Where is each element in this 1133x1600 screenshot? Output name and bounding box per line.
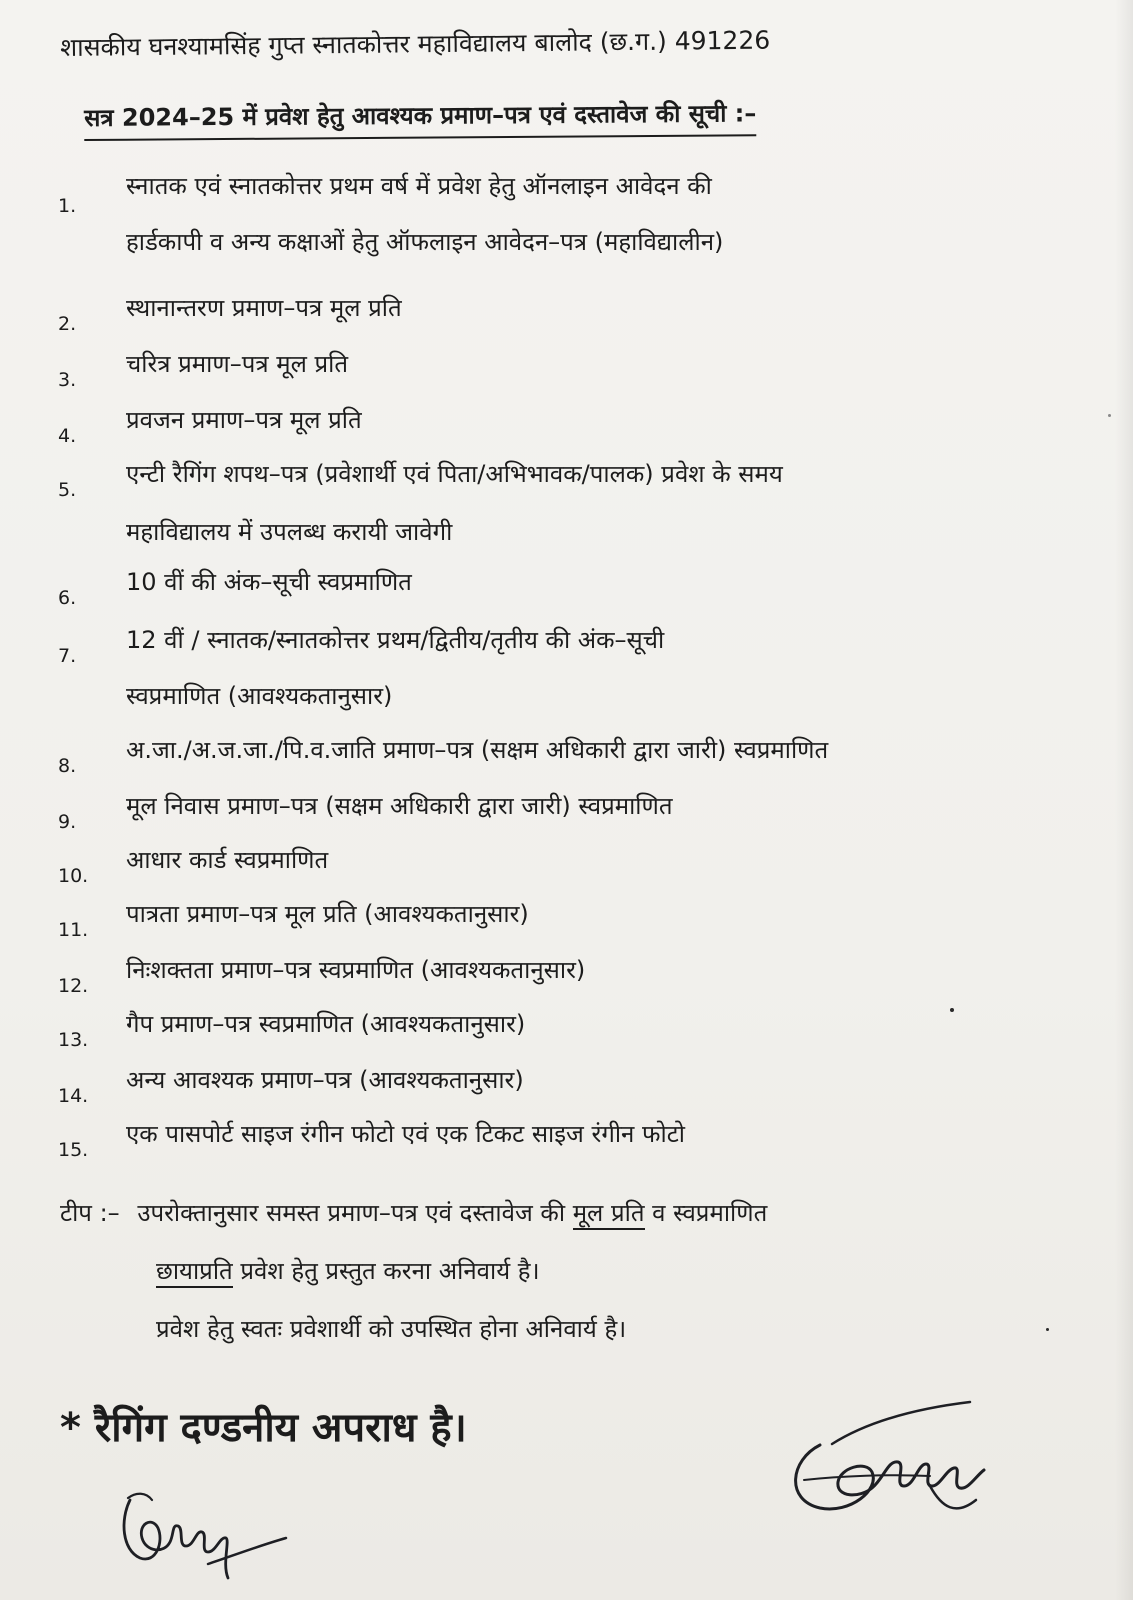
list-item-text: प्रवजन प्रमाण–पत्र मूल प्रति [126, 406, 362, 434]
paper-speck [1046, 1328, 1049, 1331]
list-item-number: 14. [58, 1085, 89, 1107]
subtitle-text: सत्र 2024–25 में प्रवेश हेतु आवश्यक प्रमाण–पत्र एवं दस्तावेज की सूची :– [84, 93, 757, 141]
list-item-text: महाविद्यालय में उपलब्ध करायी जावेगी [126, 518, 453, 546]
list-item-number: 5. [58, 479, 77, 501]
list-item-number: 13. [58, 1029, 89, 1051]
list-item-text: पात्रता प्रमाण–पत्र मूल प्रति (आवश्यकतानुसार) [126, 900, 529, 928]
paper-speck [950, 1008, 954, 1012]
list-item-text: निःशक्तता प्रमाण–पत्र स्वप्रमाणित (आवश्यकतानुसार) [126, 956, 586, 984]
note-line2-after: प्रवेश हेतु प्रस्तुत करना अनिवार्य है। [240, 1257, 540, 1285]
paper-speck [1108, 414, 1111, 417]
principal-signature [780, 1390, 990, 1530]
list-item-number: 1. [58, 195, 77, 217]
list-item-text: अन्य आवश्यक प्रमाण–पत्र (आवश्यकतानुसार) [126, 1066, 524, 1094]
staff-signature [112, 1480, 292, 1590]
note-line1-after: व स्वप्रमाणित [652, 1199, 768, 1227]
list-item-text: मूल निवास प्रमाण–पत्र (सक्षम अधिकारी द्वारा जारी) स्वप्रमाणित [126, 792, 673, 820]
list-item-number: 9. [58, 811, 77, 833]
list-item-text: गैप प्रमाण–पत्र स्वप्रमाणित (आवश्यकतानुसार) [126, 1010, 526, 1038]
list-item-number: 4. [58, 425, 77, 447]
list-item-text: स्वप्रमाणित (आवश्यकतानुसार) [126, 682, 393, 710]
note-block [60, 1184, 1080, 1343]
note-line3: प्रवेश हेतु स्वतः प्रवेशार्थी को उपस्थित होना अनिवार्य है। [156, 1315, 627, 1343]
note-line2-underlined: छायाप्रति [156, 1257, 233, 1288]
list-item-text: स्नातक एवं स्नातकोत्तर प्रथम वर्ष में प्रवेश हेतु ऑनलाइन आवेदन की [126, 172, 712, 200]
list-item-number: 15. [58, 1139, 89, 1161]
list-item-text: एन्टी रैगिंग शपथ–पत्र (प्रवेशार्थी एवं पिता/अभिभावक/पालक) प्रवेश के समय [126, 460, 783, 488]
list-item-number: 11. [58, 919, 89, 941]
list-item-text: आधार कार्ड स्वप्रमाणित [126, 846, 329, 874]
list-item-text: 12 वीं / स्नातक/स्नातकोत्तर प्रथम/द्वितीय/तृतीय की अंक–सूची [126, 626, 665, 654]
list-item-text: अ.जा./अ.ज.जा./पि.व.जाति प्रमाण–पत्र (सक्षम अधिकारी द्वारा जारी) स्वप्रमाणित [126, 736, 829, 764]
list-item-text: 10 वीं की अंक–सूची स्वप्रमाणित [126, 568, 412, 596]
list-item-number: 2. [58, 313, 77, 335]
list-item-text: चरित्र प्रमाण–पत्र मूल प्रति [126, 350, 349, 378]
list-item-number: 7. [58, 645, 77, 667]
note-label: टीप :– [60, 1199, 120, 1227]
note-line2 [156, 1242, 540, 1300]
list-item-text: हार्डकापी व अन्य कक्षाओं हेतु ऑफलाइन आवेदन–पत्र (महाविद्यालीन) [126, 228, 724, 256]
list-item-number: 8. [58, 755, 77, 777]
list-item-text: एक पासपोर्ट साइज रंगीन फोटो एवं एक टिकट साइज रंगीन फोटो [126, 1120, 686, 1148]
list-item-number: 10. [58, 865, 89, 887]
list-item-number: 3. [58, 369, 77, 391]
note-line1-underlined: मूल प्रति [573, 1199, 645, 1230]
ragging-warning: * रैगिंग दण्डनीय अपराध है। [60, 1405, 467, 1451]
college-header: शासकीय घनश्यामसिंह गुप्त स्नातकोत्तर महाविद्यालय बालोद (छ.ग.) 491226 [60, 25, 771, 62]
note-line1-before: उपरोक्तानुसार समस्त प्रमाण–पत्र एवं दस्तावेज की [137, 1199, 566, 1227]
list-item-number: 12. [58, 975, 89, 997]
list-item-number: 6. [58, 587, 77, 609]
list-item-text: स्थानान्तरण प्रमाण–पत्र मूल प्रति [126, 294, 402, 322]
